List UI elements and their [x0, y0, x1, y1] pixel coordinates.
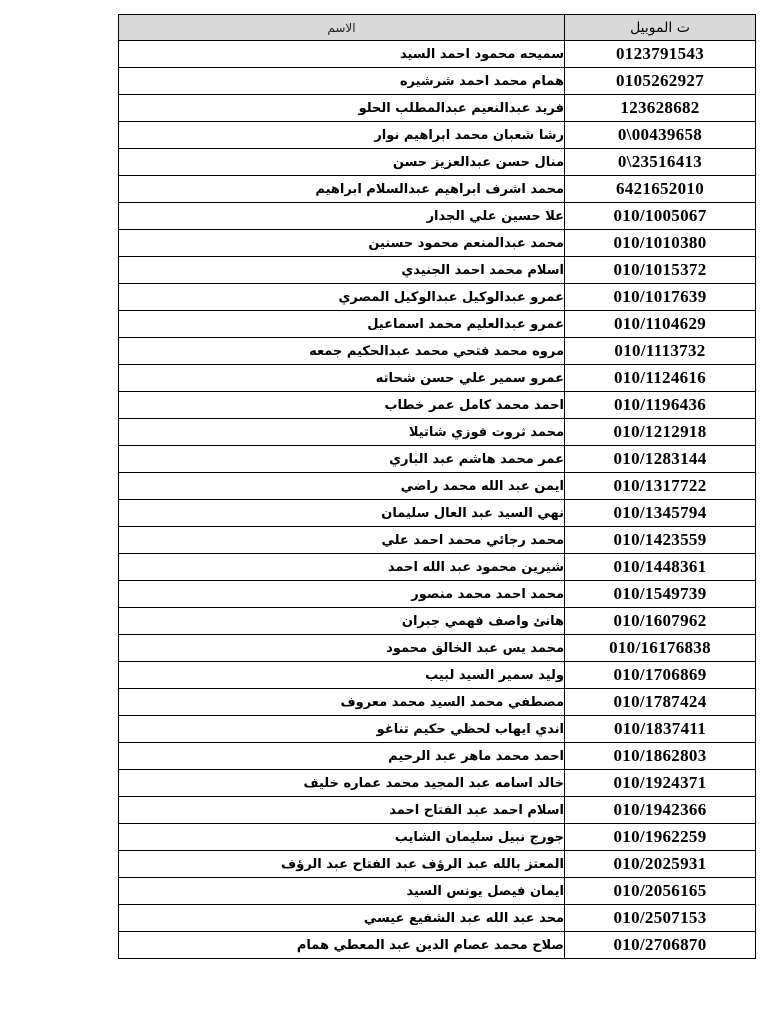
phone-column-header: ت الموبيل [565, 15, 756, 41]
name-cell: ايمان فيصل يونس السيد [119, 878, 565, 905]
phone-cell: 010/1124616 [565, 365, 756, 392]
table-row [119, 446, 756, 473]
name-cell: محمد اشرف ابراهيم عبدالسلام ابراهيم [119, 176, 565, 203]
phone-cell: 010/2507153 [565, 905, 756, 932]
phone-cell: 010/1283144 [565, 446, 756, 473]
table-row [119, 338, 756, 365]
phone-cell: 010/1015372 [565, 257, 756, 284]
name-cell: اسلام احمد عبد الفتاح احمد [119, 797, 565, 824]
table-row [119, 905, 756, 932]
name-cell: هانئ واصف فهمي جبران [119, 608, 565, 635]
name-cell: جورج نبيل سليمان الشايب [119, 824, 565, 851]
name-cell: المعتز بالله عبد الرؤف عبد الفتاح عبد الرؤف [119, 851, 565, 878]
name-cell: رشا شعبان محمد ابراهيم نوار [119, 122, 565, 149]
table-row [119, 554, 756, 581]
table-row [119, 257, 756, 284]
table-row [119, 878, 756, 905]
name-cell: اسلام محمد احمد الجنيدي [119, 257, 565, 284]
table-row [119, 824, 756, 851]
phone-cell: 010/1005067 [565, 203, 756, 230]
table-row [119, 284, 756, 311]
phone-cell: 010/1962259 [565, 824, 756, 851]
phone-cell: 010/1345794 [565, 500, 756, 527]
table-row [119, 203, 756, 230]
phone-cell: 010/1924371 [565, 770, 756, 797]
table-row [119, 851, 756, 878]
name-cell: ايمن عبد الله محمد راضي [119, 473, 565, 500]
name-cell: عمر محمد هاشم عبد الباري [119, 446, 565, 473]
name-cell: عمرو عبدالعليم محمد اسماعيل [119, 311, 565, 338]
table-row [119, 149, 756, 176]
contacts-table [118, 14, 756, 959]
name-cell: محمد عبدالمنعم محمود حسنين [119, 230, 565, 257]
phone-cell: 010/1448361 [565, 554, 756, 581]
table-body [119, 41, 756, 959]
name-cell: مروه محمد فتحي محمد عبدالحكيم جمعه [119, 338, 565, 365]
name-cell: فريد عبدالنعيم عبدالمطلب الحلو [119, 95, 565, 122]
table-row [119, 473, 756, 500]
table-row [119, 419, 756, 446]
name-cell: سميحه محمود احمد السيد [119, 41, 565, 68]
header-row [119, 15, 756, 41]
phone-cell: 6421652010 [565, 176, 756, 203]
name-cell: صلاح محمد عصام الدين عبد المعطي همام [119, 932, 565, 959]
table-row [119, 41, 756, 68]
table-row [119, 932, 756, 959]
name-column-header: الاسم [119, 15, 565, 41]
table-row [119, 365, 756, 392]
table-row [119, 581, 756, 608]
table-row [119, 311, 756, 338]
table-row [119, 95, 756, 122]
table-row [119, 662, 756, 689]
phone-cell: 010/1317722 [565, 473, 756, 500]
phone-cell: 010/1423559 [565, 527, 756, 554]
name-cell: محمد ثروت فوزي شاتيلا [119, 419, 565, 446]
table-row [119, 689, 756, 716]
phone-cell: 010/1787424 [565, 689, 756, 716]
phone-cell: 010/1549739 [565, 581, 756, 608]
phone-cell: 010/1196436 [565, 392, 756, 419]
name-cell: محمد يس عبد الخالق محمود [119, 635, 565, 662]
phone-cell: 010/1837411 [565, 716, 756, 743]
phone-cell: 010/2056165 [565, 878, 756, 905]
phone-cell: 010/1212918 [565, 419, 756, 446]
table-row [119, 527, 756, 554]
table-header [119, 15, 756, 41]
name-cell: مصطفي محمد السيد محمد معروف [119, 689, 565, 716]
phone-cell: 0105262927 [565, 68, 756, 95]
phone-cell: 010/1942366 [565, 797, 756, 824]
phone-cell: 0123791543 [565, 41, 756, 68]
phone-cell: 0\00439658 [565, 122, 756, 149]
table-row [119, 68, 756, 95]
table-row [119, 500, 756, 527]
table-row [119, 608, 756, 635]
name-cell: محمد رجائي محمد احمد علي [119, 527, 565, 554]
phone-cell: 0\23516413 [565, 149, 756, 176]
name-cell: علا حسين علي الجدار [119, 203, 565, 230]
table-row [119, 230, 756, 257]
table-row [119, 122, 756, 149]
table-row [119, 770, 756, 797]
name-cell: محمد احمد محمد منصور [119, 581, 565, 608]
phone-cell: 010/1104629 [565, 311, 756, 338]
name-cell: اندي ايهاب لحظي حكيم تناغو [119, 716, 565, 743]
phone-cell: 010/1017639 [565, 284, 756, 311]
name-cell: احمد محمد كامل عمر خطاب [119, 392, 565, 419]
name-cell: نهي السيد عبد العال سليمان [119, 500, 565, 527]
name-cell: عمرو عبدالوكيل عبدالوكيل المصري [119, 284, 565, 311]
phone-cell: 010/1607962 [565, 608, 756, 635]
phone-cell: 010/1010380 [565, 230, 756, 257]
phone-cell: 010/1862803 [565, 743, 756, 770]
name-cell: خالد اسامه عبد المجيد محمد عماره خليف [119, 770, 565, 797]
phone-cell: 010/2706870 [565, 932, 756, 959]
phone-cell: 010/2025931 [565, 851, 756, 878]
name-cell: احمد محمد ماهر عبد الرحيم [119, 743, 565, 770]
name-cell: منال حسن عبدالعزيز حسن [119, 149, 565, 176]
phone-cell: 010/1113732 [565, 338, 756, 365]
table-row [119, 797, 756, 824]
table-row [119, 176, 756, 203]
table-row [119, 635, 756, 662]
name-cell: عمرو سمير علي حسن شحاته [119, 365, 565, 392]
phone-cell: 123628682 [565, 95, 756, 122]
name-cell: محد عبد الله عبد الشفيع عيسي [119, 905, 565, 932]
table-row [119, 392, 756, 419]
phone-cell: 010/1706869 [565, 662, 756, 689]
name-cell: شيرين محمود عبد الله احمد [119, 554, 565, 581]
name-cell: همام محمد احمد شرشيره [119, 68, 565, 95]
name-cell: وليد سمير السيد لبيب [119, 662, 565, 689]
table-row [119, 743, 756, 770]
table-row [119, 716, 756, 743]
phone-cell: 010/16176838 [565, 635, 756, 662]
